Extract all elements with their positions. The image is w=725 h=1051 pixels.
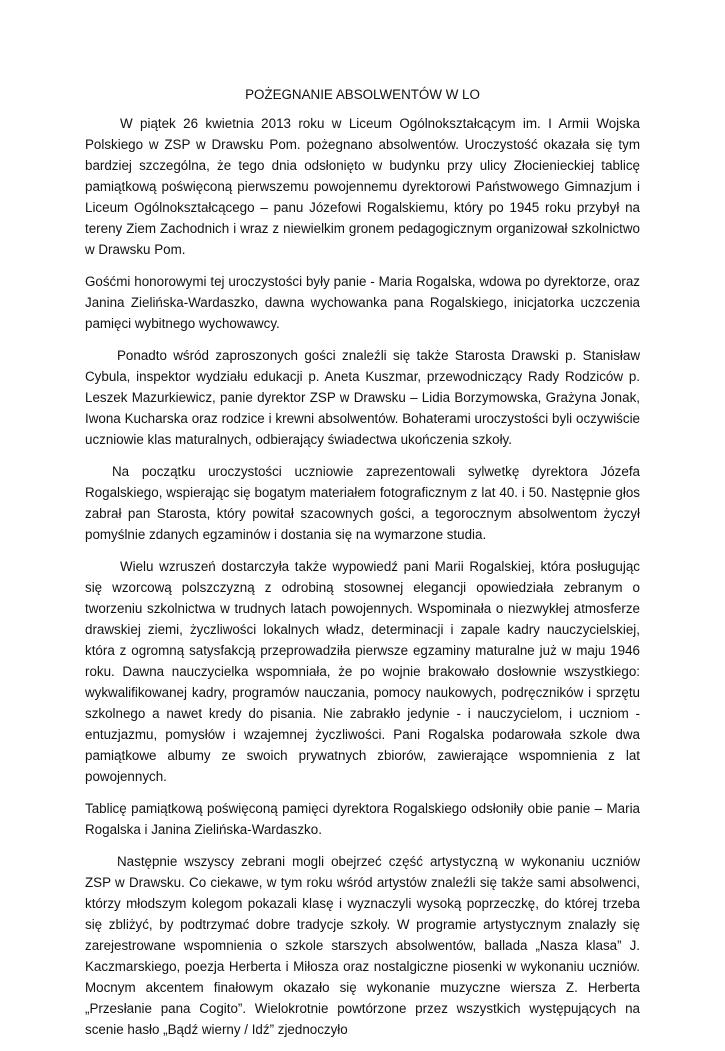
paragraph-farewell-intro: W piątek 26 kwietnia 2013 roku w Liceum Ogólnokształcącym im. I Armii Wojska Polskiego w ZSP w Drawsku Pom. pożegnano absolwentów. Uroczystość okazała się tym bardziej szczególna, że tego dnia odsłonięto w budynku przy ulicy Złocienieckiej tablicę pamiątkową poświęconą pierwszemu powojennemu dyrektorowi Państwowego Gimnazjum i Liceum Ogólnokształcącego – panu Józefowi Rogalskiemu, który po 1945 roku przybył na tereny Ziem Zachodnich i wraz z niewielkim gronem pedagogicznym organizował szkolnictwo w Drawsku Pom. (85, 116, 640, 257)
paragraph-rogalska-speech: Wielu wzruszeń dostarczyła także wypowiedź pani Marii Rogalskiej, która posługując się wzorcową polszczyzną z odrobiną stosownej elegancji opowiedziała zebranym o tworzeniu szkolnictwa w trudnych latach powojennych. Wspominała o niezwykłej atmosferze drawskiej ziemi, życzliwości lokalnych władz, determinacji i zapale kadry nauczycielskiej, która z ogromną satysfakcją przeprowadziła pierwsze egzaminy maturalne już w maju 1946 roku. Dawna nauczycielka wspomniała, że po wojnie brakowało dosłownie wszystkiego: wykwalifikowanej kadry, programów nauczania, pomocy naukowych, podręczników i sprzętu szkolnego a nawet kredy do pisania. Nie zabrakło jedynie - i nauczycielom, i uczniom - entuzjazmu, pomysłów i wzajemnej życzliwości. Pani Rogalska podarowała szkole dwa pamiątkowe albumy ze swoich prywatnych zbiorów, zawierające wspomnienia z lat powojennych. (85, 559, 640, 784)
document-title: POŻEGNANIE ABSOLWENTÓW W LO (245, 87, 480, 102)
paragraph-invited-guests: Ponadto wśród zaproszonych gości znaleźli się także Starosta Drawski p. Stanisław Cybula, inspektor wydziału edukacji p. Aneta Kuszmar, przewodniczący Rady Rodziców p. Leszek Mazurkiewicz, panie dyrektor ZSP w Drawsku – Lidia Borzymowska, Grażyna Jonak, Iwona Kucharska oraz rodzice i krewni absolwentów. Bohaterami uroczystości byli oczywiście uczniowie klas maturalnych, odbierający świadectwa ukończenia szkoły. (85, 348, 640, 447)
paragraph-plaque-unveiling: Tablicę pamiątkową poświęconą pamięci dyrektora Rogalskiego odsłoniły obie panie – Maria Rogalska i Janina Zielińska-Wardaszko. (85, 801, 640, 837)
document-page (85, 84, 640, 1051)
paragraph-honorary-guests: Gośćmi honorowymi tej uroczystości były panie - Maria Rogalska, wdowa po dyrektorze, oraz Janina Zielińska-Wardaszko, dawna wychowanka pana Rogalskiego, inicjatorka uczczenia pamięci wybitnego wychowawcy. (85, 274, 640, 331)
paragraph-artistic-program: Następnie wszyscy zebrani mogli obejrzeć część artystyczną w wykonaniu uczniów ZSP w Drawsku. Co ciekawe, w tym roku wśród artystów znaleźli się także sami absolwenci, którzy młodszym kolegom pokazali klasę i wyznaczyli wysoką poprzeczkę, do której trzeba się zbliżyć, by podtrzymać dobre tradycje szkoły. W programie artystycznym znalazły się zarejestrowane wspomnienia o szkole starszych absolwentów, ballada „Nasza klasa” J. Kaczmarskiego, poezja Herberta i Miłosza oraz nostalgiczne piosenki w wykonaniu uczniów. Mocnym akcentem finałowym okazało się wykonanie muzyczne wiersza Z. Herberta „Przesłanie pana Cogito”. Wielokrotnie powtórzone przez wszystkich występujących na scenie hasło „Bądź wierny / Idź” zjednoczyło (85, 854, 640, 1037)
paragraph-ceremony-opening: Na początku uroczystości uczniowie zaprezentowali sylwetkę dyrektora Józefa Rogalskiego, wspierając się bogatym materiałem fotograficznym z lat 40. i 50. Następnie głos zabrał pan Starosta, który powitał szacownych gości, a tegorocznym absolwentom życzył pomyślnie zdanych egzaminów i dostania się na wymarzone studia. (85, 464, 640, 542)
